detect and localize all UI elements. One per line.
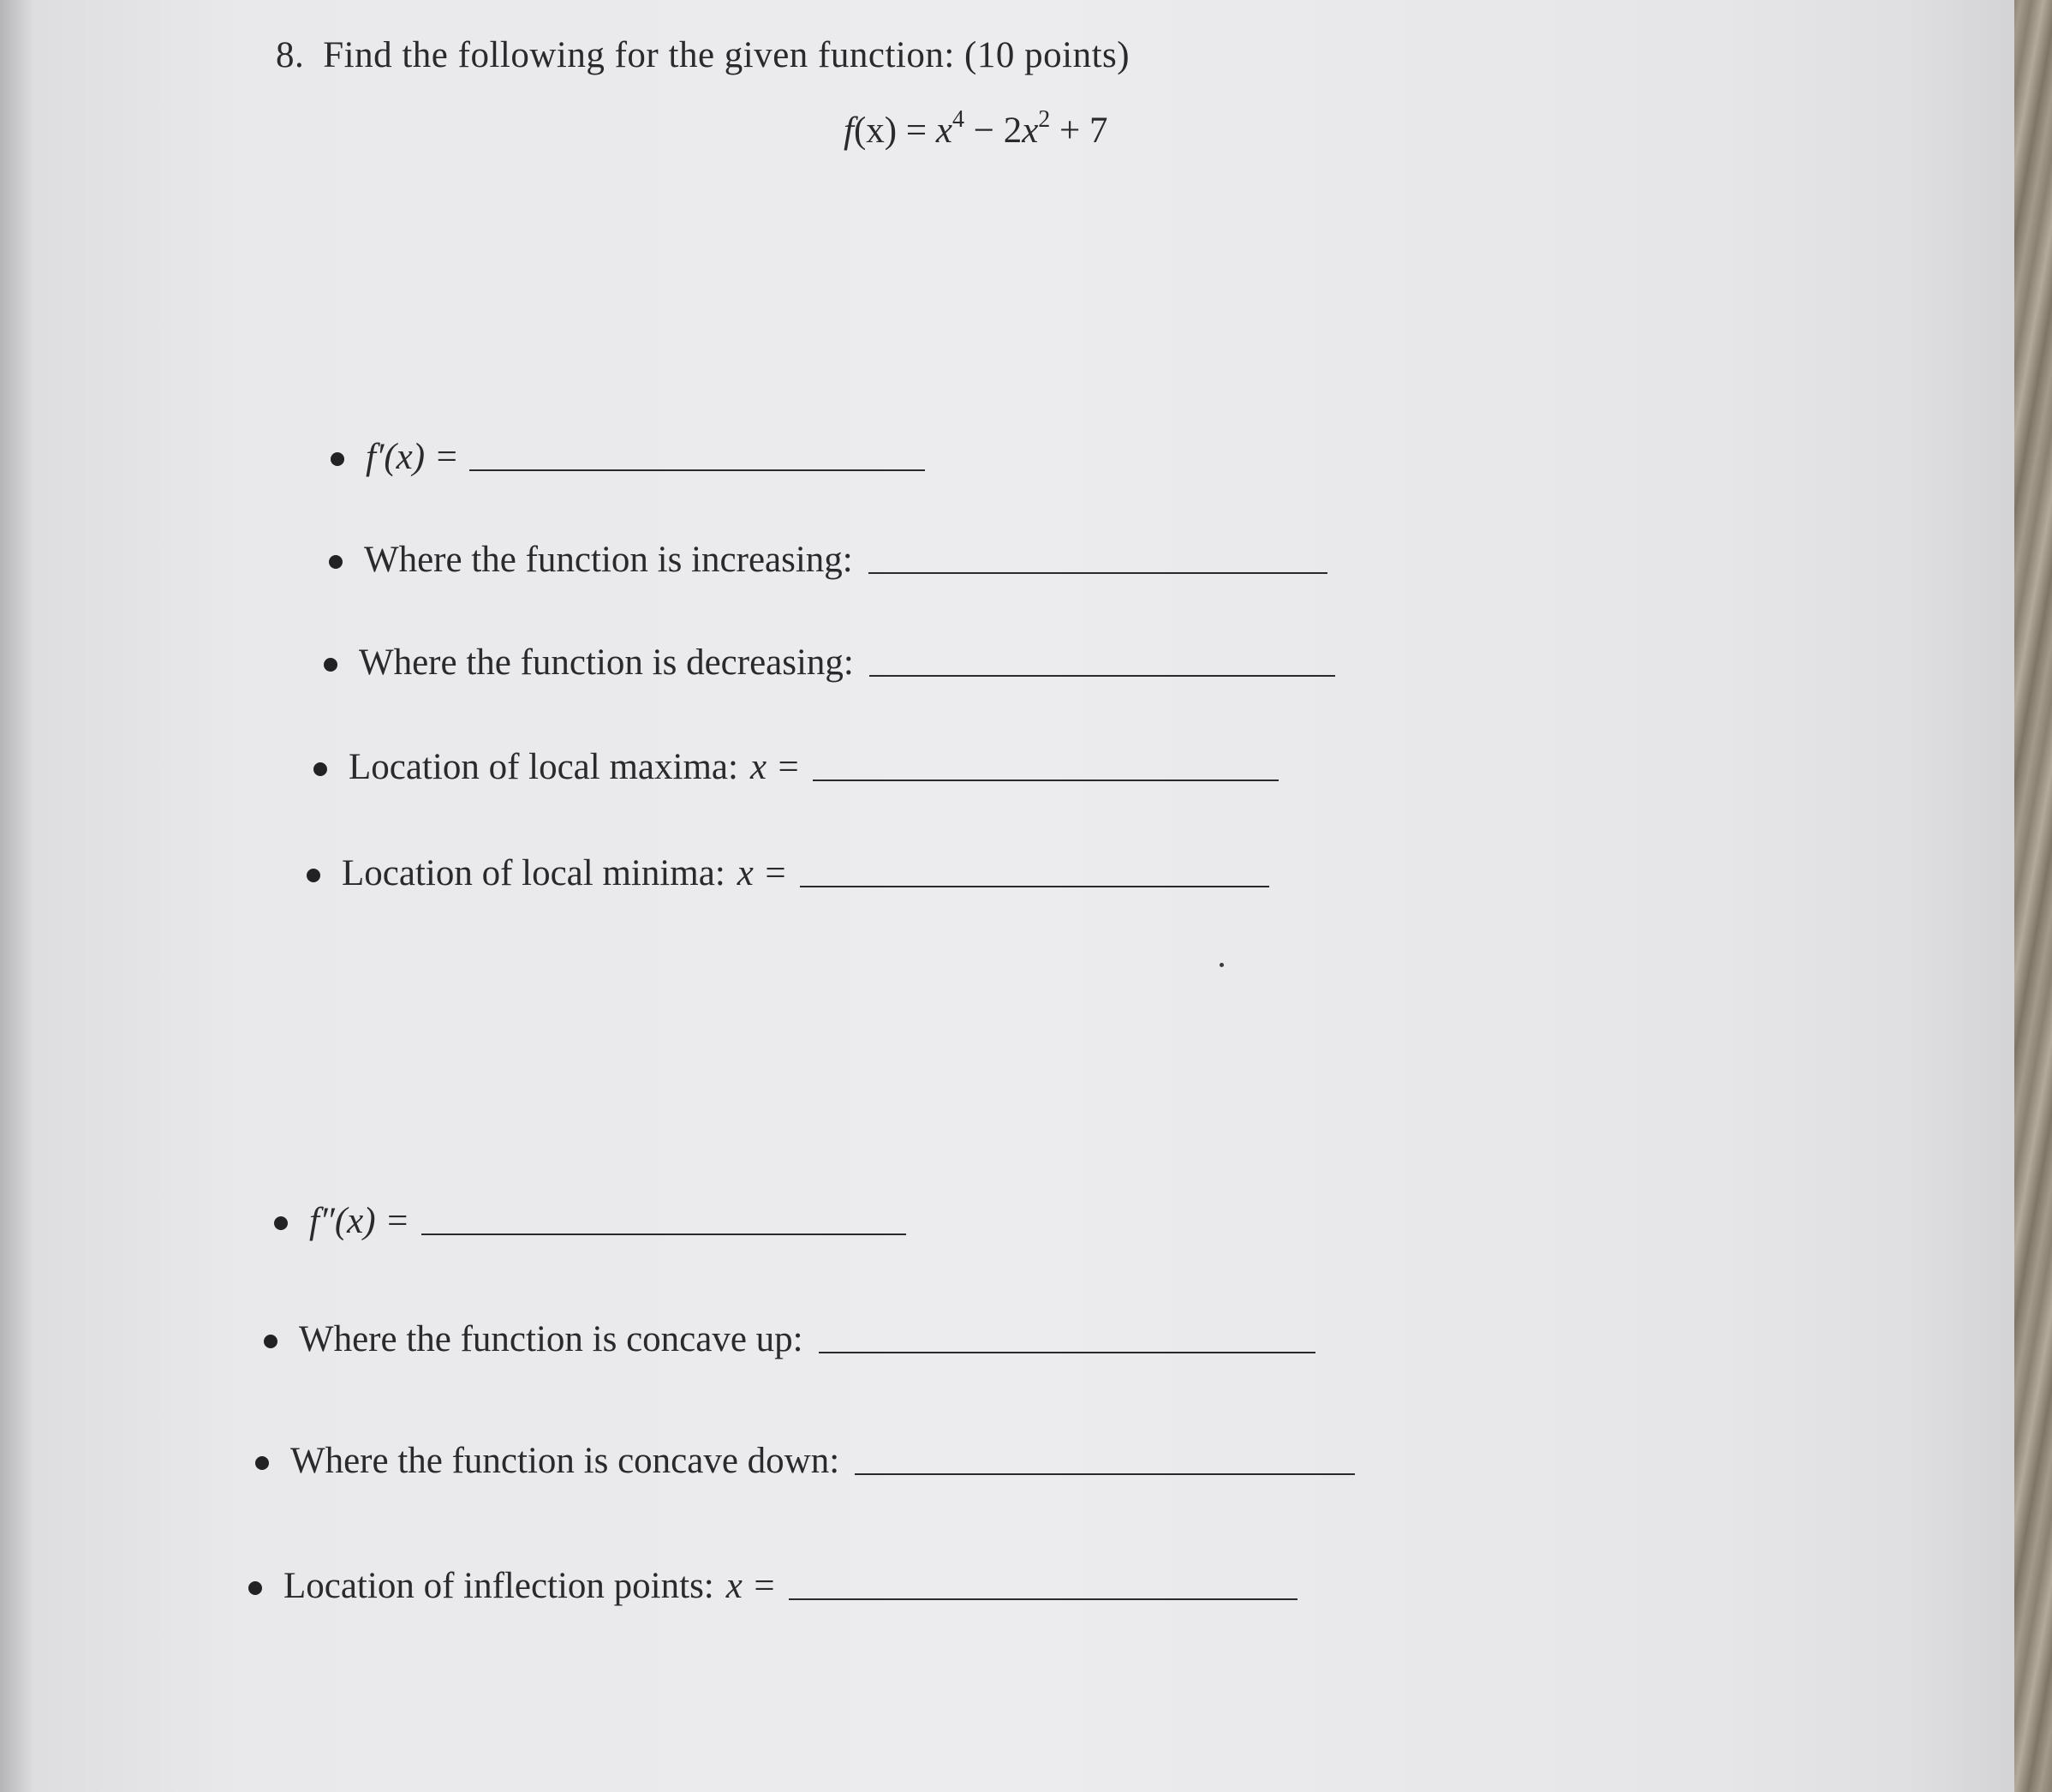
bullet xyxy=(255,1456,269,1470)
problem-heading xyxy=(276,34,1130,76)
equation-function-name: f xyxy=(844,111,854,151)
bullet xyxy=(313,762,327,776)
item-label: Where the function is decreasing: xyxy=(359,642,854,683)
item-label: Where the function is concave up: xyxy=(299,1319,803,1359)
list-item-second-derivative xyxy=(274,1182,906,1242)
answer-blank-inflection-points[interactable] xyxy=(789,1598,1297,1600)
item-label: Location of local minima: xyxy=(342,853,725,893)
list-item-concave-up xyxy=(264,1300,1315,1360)
equation-term1-var: x xyxy=(935,111,952,151)
item-math: x = xyxy=(749,747,801,787)
list-item-local-maxima xyxy=(313,728,1279,788)
list-item-decreasing xyxy=(324,624,1335,684)
bullet xyxy=(324,658,337,672)
answer-blank-local-maxima[interactable] xyxy=(813,779,1279,781)
item-label: Where the function is increasing: xyxy=(364,540,853,580)
equation-term2-var: x xyxy=(1022,111,1039,151)
equation-term1-exponent: 4 xyxy=(951,106,964,133)
item-label: f′(x) = xyxy=(366,437,459,477)
answer-blank-concave-down[interactable] xyxy=(855,1472,1355,1475)
list-item-increasing xyxy=(329,521,1327,581)
item-label: Where the function is concave down: xyxy=(290,1441,840,1481)
bullet xyxy=(331,452,344,466)
bullet xyxy=(329,555,343,569)
list-item-first-derivative xyxy=(331,418,925,478)
bullet xyxy=(248,1581,262,1595)
problem-number: 8. xyxy=(276,35,305,75)
equation-lhs: (x) = xyxy=(853,111,928,151)
list-item-local-minima xyxy=(307,834,1269,894)
item-math: x = xyxy=(725,1566,777,1606)
function-equation xyxy=(844,106,1108,152)
list-item-concave-down xyxy=(255,1422,1355,1482)
answer-blank-concave-up[interactable] xyxy=(819,1351,1315,1353)
item-label: Location of inflection points: xyxy=(283,1566,714,1606)
answer-blank-first-derivative[interactable] xyxy=(469,469,925,471)
problem-instruction: Find the following for the given function: (10 points) xyxy=(323,35,1130,75)
equation-term2-exponent: 2 xyxy=(1038,106,1051,133)
answer-blank-decreasing[interactable] xyxy=(869,674,1335,677)
bullet xyxy=(264,1335,277,1348)
bullet xyxy=(307,869,320,882)
item-label: f″(x) = xyxy=(309,1201,410,1241)
answer-blank-second-derivative[interactable] xyxy=(421,1233,906,1235)
item-math: x = xyxy=(737,853,788,893)
answer-blank-increasing[interactable] xyxy=(868,571,1327,574)
answer-blank-local-minima[interactable] xyxy=(800,885,1269,887)
bullet xyxy=(274,1216,288,1230)
paper-speck xyxy=(1220,963,1224,967)
equation-term2-coef: − 2 xyxy=(973,111,1023,151)
item-label: Location of local maxima: xyxy=(349,747,738,787)
equation-term3: + 7 xyxy=(1059,111,1108,151)
list-item-inflection-points xyxy=(248,1547,1297,1607)
